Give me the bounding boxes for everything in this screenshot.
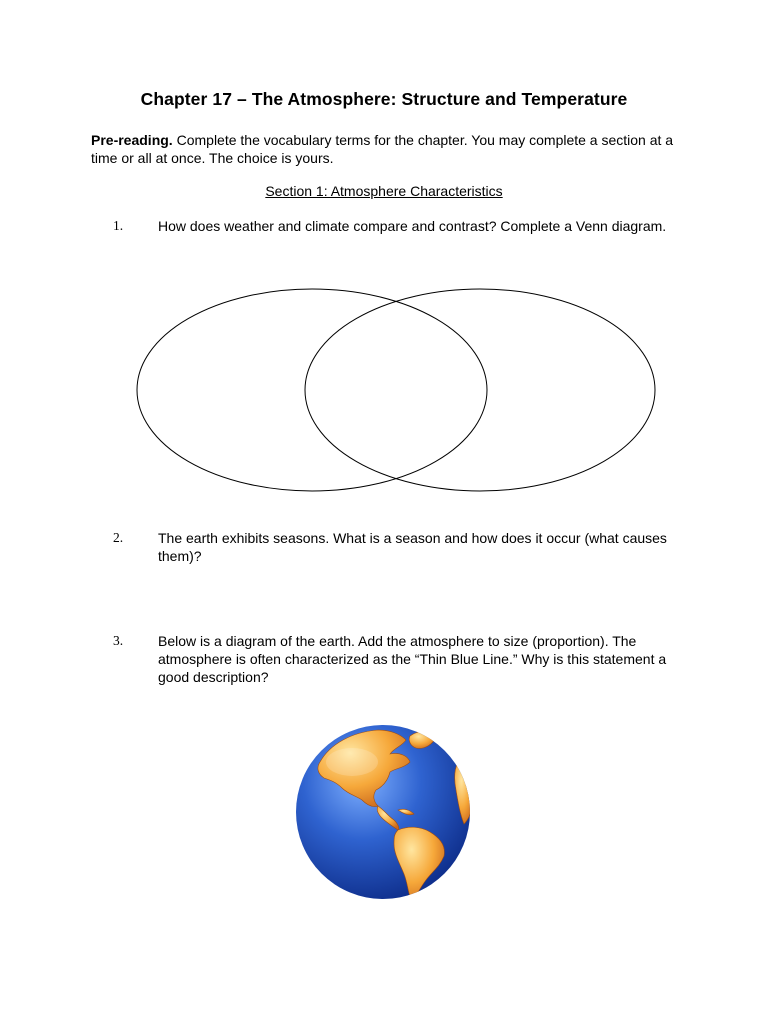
- question-text-3: Below is a diagram of the earth. Add the atmosphere to size (proportion). The atmosphere is often characterized as the “Thin Blue Line.” Why is this statement a good description?: [158, 633, 667, 685]
- intro-paragraph: [91, 131, 681, 167]
- page-title: Chapter 17 – The Atmosphere: Structure and Temperature: [140, 89, 628, 109]
- venn-diagram: [130, 282, 665, 498]
- intro-text: Complete the vocabulary terms for the chapter. You may complete a section at a time or all at once. The choice is yours.: [91, 132, 674, 166]
- venn-left-circle: [137, 289, 487, 491]
- question-text-1: How does weather and climate compare and contrast? Complete a Venn diagram.: [158, 218, 667, 234]
- question-number-3: 3.: [113, 633, 124, 648]
- intro-lead: Pre-reading.: [91, 132, 173, 148]
- venn-right-circle: [305, 289, 655, 491]
- question-number-1: 1.: [113, 218, 124, 233]
- earth-globe-icon: [290, 722, 476, 902]
- question-text-2: The earth exhibits seasons. What is a season and how does it occur (what causes them)?: [158, 530, 667, 564]
- question-number-2: 2.: [113, 530, 124, 545]
- section-heading: Section 1: Atmosphere Characteristics: [265, 183, 503, 199]
